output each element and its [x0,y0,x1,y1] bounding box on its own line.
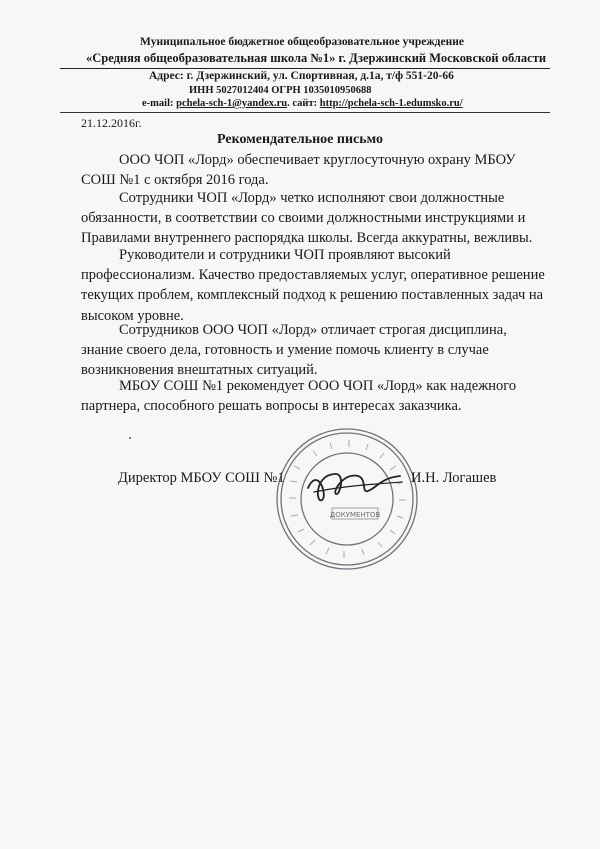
paragraph-line: Руководители и сотрудники ЧОП проявляют высокий [119,247,451,263]
paragraph-2 [81,188,532,249]
email-label: e-mail: [142,98,177,109]
official-stamp [274,426,420,572]
paragraph-line: Сотрудники ЧОП «Лорд» четко исполняют свои должностные [119,190,505,206]
paragraph-line: партнера, способного решать вопросы в интересах заказчика. [81,398,462,415]
paragraph-line: МБОУ СОШ №1 рекомендует ООО ЧОП «Лорд» как надежного [119,378,517,394]
paragraph-line: знание своего дела, готовность и умение помочь клиенту в случае [81,342,489,359]
paragraph-line: ООО ЧОП «Лорд» обеспечивает круглосуточную охрану МБОУ [119,152,516,168]
letter-title: Рекомендательное письмо [217,132,383,147]
paragraph-4 [81,320,507,381]
paragraph-line: высоком уровне. [81,307,184,324]
paragraph-line: профессионализм. Качество предоставляемых услуг, оперативное решение [81,267,545,284]
paragraph-line: Сотрудников ООО ЧОП «Лорд» отличает строгая дисциплина, [119,322,507,338]
header-contacts [142,98,463,109]
paragraph-line: Правилами внутреннего распорядка школы. Всегда аккуратны, вежливы. [81,230,533,247]
header-address: Адрес: г. Дзержинский, ул. Спортивная, д.1а, т/ф 551-20-66 [149,70,454,82]
header-rule-bottom [60,112,550,113]
paragraph-3 [81,245,545,326]
paragraph-line: обязанности, в соответствии со своими должностными инструкциями и [81,210,526,227]
header-ids: ИНН 5027012404 ОГРН 1035010950688 [189,85,372,96]
paragraph-5 [81,376,516,416]
header-rule-top [60,68,550,69]
paragraph-line: возникновения внештатных ситуаций. [81,362,318,379]
paragraph-1 [81,150,516,190]
signatory-position: Директор МБОУ СОШ №1 [118,470,285,486]
signature-scribble [308,474,400,501]
header-school-name: «Средняя общеобразовательная школа №1» г. Дзержинский Московской области [86,51,547,65]
stamp-text: ДОКУМЕНТОВ [329,511,381,519]
site-link[interactable]: http://pchela-sch-1.edumsko.ru/ [319,98,463,109]
letter-date: 21.12.2016г. [81,116,142,130]
signatory-name: И.Н. Логашев [411,470,497,486]
header-org-type: Муниципальное бюджетное общеобразовательное учреждение [140,36,464,48]
email-link[interactable]: pchela-sch-1@yandex.ru [176,98,288,109]
site-label: . сайт: [287,98,320,109]
paragraph-line: СОШ №1 с октября 2016 года. [81,172,269,189]
paragraph-line: текущих проблем, комплексный подход к решению поставленных задач на [81,287,544,304]
ink-dot [129,437,131,439]
